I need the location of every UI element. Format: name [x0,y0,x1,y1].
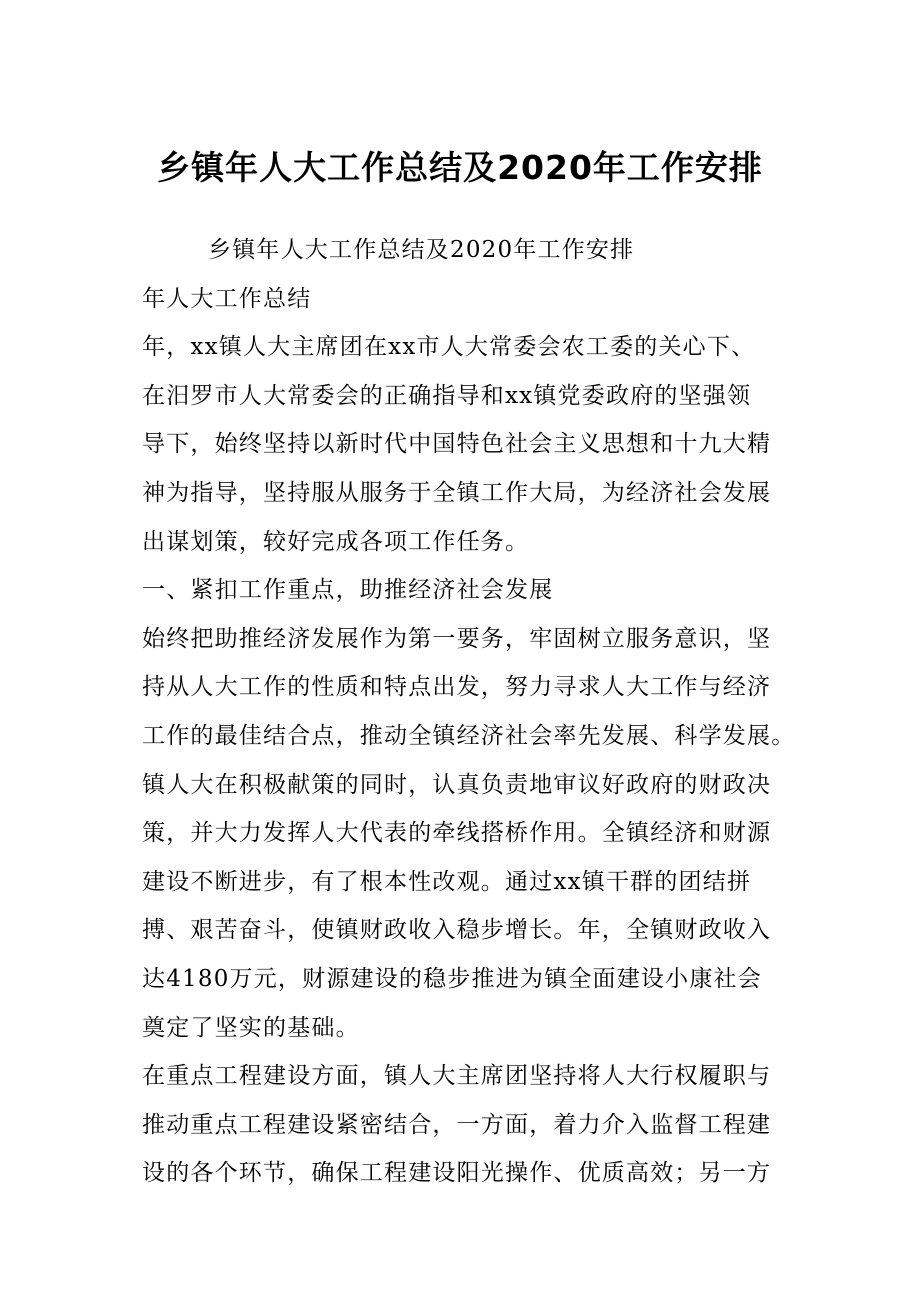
paragraph-line: 持从人大工作的性质和特点出发，努力寻求人大工作与经济 [142,674,772,701]
paragraph-line: 年，xx镇人大主席团在xx市人大常委会农工委的关心下、 [142,334,756,361]
paragraph-line: 达4180万元，财源建设的稳步推进为镇全面建设小康社会 [142,965,762,992]
paragraph-line: 设的各个环节，确保工程建设阳光操作、优质高效；另一方 [142,1160,772,1187]
paragraph-line: 奠定了坚实的基础。 [142,1014,360,1041]
paragraph-line: 导下，始终坚持以新时代中国特色社会主义思想和十九大精 [142,431,772,458]
document-body [142,226,796,1198]
paragraph-line: 出谋划策，较好完成各项工作任务。 [142,528,530,555]
document-subtitle: 乡镇年人大工作总结及2020年工作安排 [208,237,635,263]
paragraph-line: 神为指导，坚持服从服务于全镇工作大局，为经济社会发展 [142,479,772,506]
paragraph-line: 始终把助推经济发展作为第一要务，牢固树立服务意识，坚 [142,625,772,652]
paragraph-line: 在重点工程建设方面，镇人大主席团坚持将人大行权履职与 [142,1063,772,1090]
document-title: 乡镇年人大工作总结及2020年工作安排 [157,148,763,187]
paragraph-line: 策，并大力发挥人大代表的牵线搭桥作用。全镇经济和财源 [142,820,772,847]
paragraph-line: 搏、艰苦奋斗，使镇财政收入稳步增长。年，全镇财政收入 [142,917,772,944]
section-heading-1: 一、紧扣工作重点，助推经济社会发展 [142,577,554,604]
paragraph-line: 推动重点工程建设紧密结合，一方面，着力介入监督工程建 [142,1111,772,1138]
paragraph-line: 在汨罗市人大常委会的正确指导和xx镇党委政府的坚强领 [142,382,752,409]
paragraph-line: 建设不断进步，有了根本性改观。通过xx镇干群的团结拼 [142,868,752,895]
paragraph-line: 镇人大在积极献策的同时，认真负责地审议好政府的财政决 [142,771,772,798]
section-heading-summary: 年人大工作总结 [142,285,312,312]
paragraph-line: 工作的最佳结合点，推动全镇经济社会率先发展、科学发展。 [142,722,796,749]
